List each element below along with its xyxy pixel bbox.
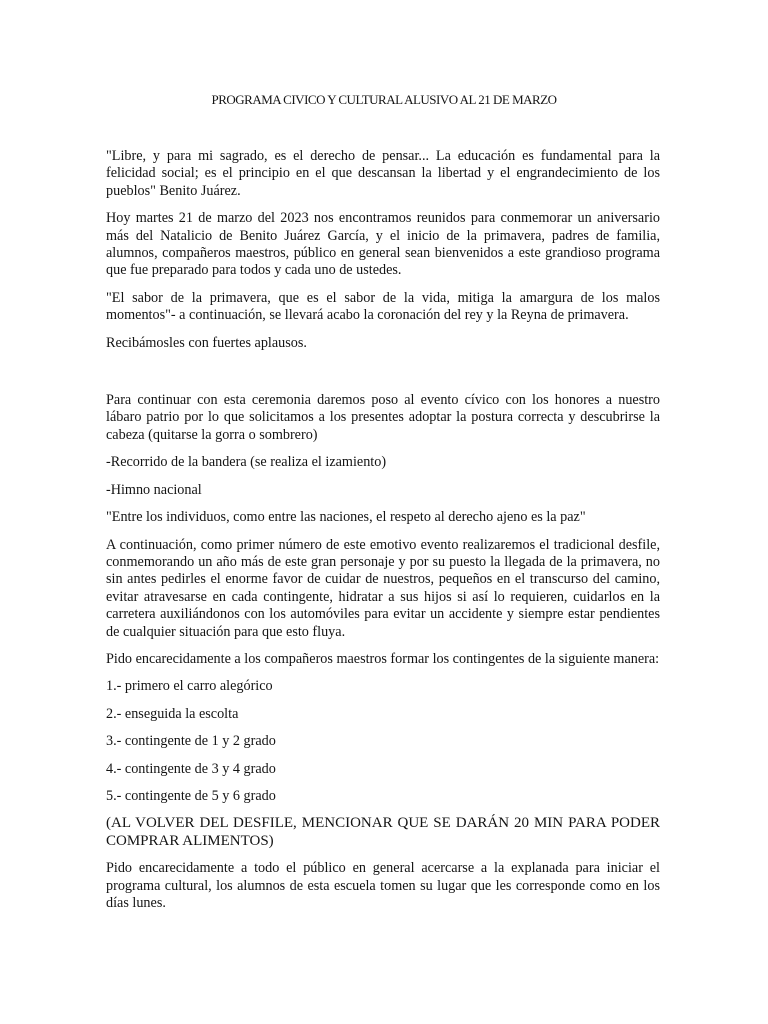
juarez-quote-paragraph: "Libre, y para mi sagrado, es el derecho de pensar... La educación es fundamental para la felicidad social; es el principio en el que descansan la libertad y el engrandecimiento de los pueblos" Benito Juárez. — [106, 148, 660, 199]
document-body — [106, 148, 660, 923]
flag-tour-line: -Recorrido de la bandera (se realiza el izamiento) — [106, 454, 387, 471]
contingent-list-item: 2.- enseguida la escolta — [106, 705, 239, 722]
section-spacer — [106, 362, 660, 392]
parade-return-note: (AL VOLVER DEL DESFILE, MENCIONAR QUE SE DARÁN 20 MIN PARA PODER COMPRAR ALIMENTOS) — [106, 815, 660, 849]
civic-ceremony-paragraph: Para continuar con esta ceremonia daremos poso al evento cívico con los honores a nuestro lábaro patrio por lo que solicitamos a los presentes adoptar la postura correcta y descubrirse la cabeza (quitarse la gorra o sombrero) — [106, 392, 660, 443]
parade-paragraph: A continuación, como primer número de este emotivo evento realizaremos el tradicional desfile, conmemorando un año más de este gran personaje y por su puesto la llegada de la primavera, no sin antes pedirles el enorme favor de cuidar de nuestros, pequeños en el transcurso del camino, evitar atravesarse en cada contingente, hidratar a sus hijos si así lo requieren, cuidarlos en la carretera auxiliándonos con los automóviles para evitar un accidente y siempre estar pendientes de cualquier situación para que esto fluya. — [106, 536, 660, 640]
peace-quote-paragraph: "Entre los individuos, como entre las naciones, el respeto al derecho ajeno es la paz" — [106, 509, 586, 526]
contingent-list-item: 3.- contingente de 1 y 2 grado — [106, 733, 276, 750]
applause-paragraph: Recibámosles con fuertes aplausos. — [106, 334, 307, 351]
spring-quote-paragraph: "El sabor de la primavera, que es el sabor de la vida, mitiga la amargura de los malos momentos"- a continuación, se llevará acabo la coronación del rey y la Reyna de primavera. — [106, 289, 660, 324]
contingent-list-item: 4.- contingente de 3 y 4 grado — [106, 760, 276, 777]
document-title: PROGRAMA CIVICO Y CULTURAL ALUSIVO AL 21 DE MARZO — [211, 92, 557, 107]
welcome-paragraph: Hoy martes 21 de marzo del 2023 nos encontramos reunidos para conmemorar un aniversario más del Natalicio de Benito Juárez García, y el inicio de la primavera, padres de familia, alumnos, compañeros maestros, público en general sean bienvenidos a este grandioso programa que fue preparado para todos y cada uno de ustedes. — [106, 210, 660, 279]
contingents-intro-paragraph: Pido encarecidamente a los compañeros maestros formar los contingentes de la siguiente manera: — [106, 650, 660, 667]
anthem-line: -Himno nacional — [106, 481, 202, 498]
contingent-list-item: 5.- contingente de 5 y 6 grado — [106, 787, 276, 804]
cultural-program-paragraph: Pido encarecidamente a todo el público en general acercarse a la explanada para iniciar el programa cultural, los alumnos de esta escuela tomen su lugar que les corresponde como en los días lunes. — [106, 860, 660, 912]
contingent-list-item: 1.- primero el carro alegórico — [106, 678, 273, 695]
